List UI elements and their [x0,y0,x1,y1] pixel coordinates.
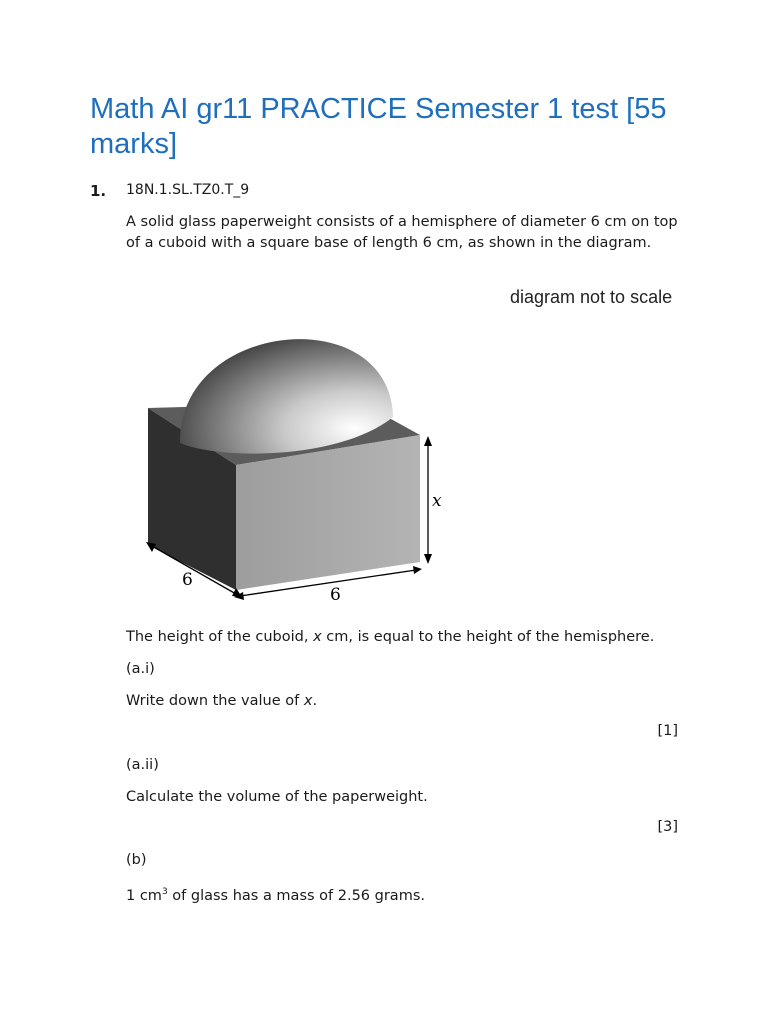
part-b-label: (b) [126,852,147,868]
question-number: 1. [90,182,107,200]
height-label: x [432,491,442,511]
height-dimension-arrow [424,436,432,564]
width-label: 6 [330,585,341,605]
part-a-ii-label: (a.ii) [126,757,159,773]
part-a-ii-marks: [3] [657,819,678,835]
part-a-i-marks: [1] [657,723,678,739]
depth-label: 6 [182,570,193,590]
paperweight-diagram [140,300,460,610]
part-a-i-text: Write down the value of x. [126,693,318,709]
diagram-note: diagram not to scale [510,287,673,307]
question-code: 18N.1.SL.TZ0.T_9 [126,182,250,198]
part-a-ii-text: Calculate the volume of the paperweight. [126,789,428,805]
page-title: Math AI gr11 PRACTICE Semester 1 test [55 marks] [90,93,667,160]
part-b-text: 1 $cm^3$ of glass has a mass of 2.56 grams. [126,887,425,904]
question-intro: A solid glass paperweight consists of a hemisphere of diameter 6 cm on top of a cuboid with a square base of length 6 cm, as shown in the diagram. [126,214,678,251]
part-a-i-label: (a.i) [126,661,155,677]
question-stem: The height of the cuboid, x cm, is equal to the height of the hemisphere. [126,629,655,645]
